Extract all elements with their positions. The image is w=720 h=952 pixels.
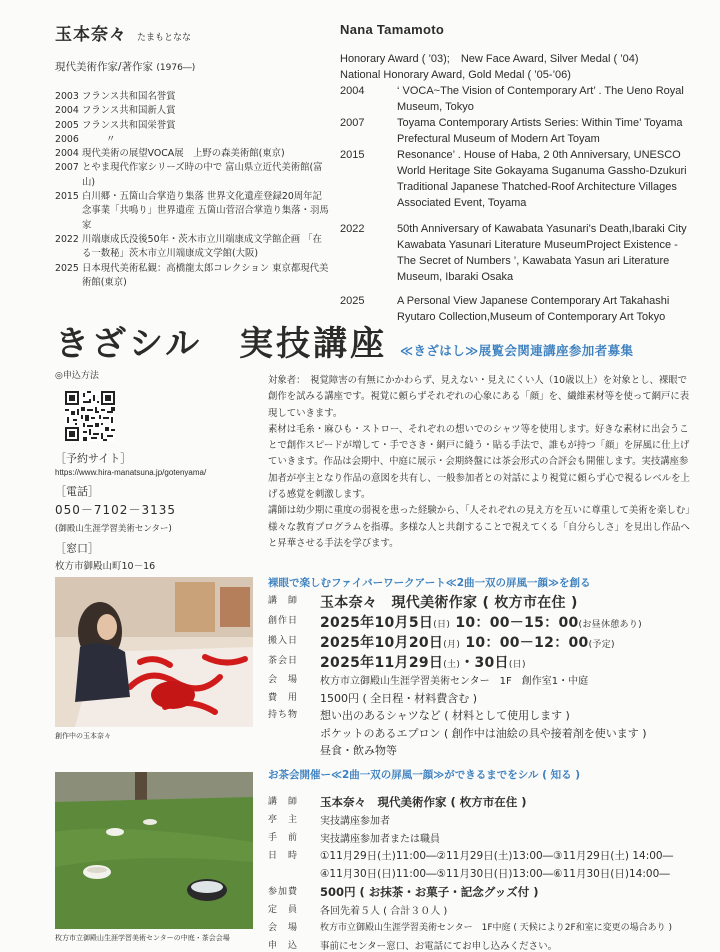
history-item [55,161,330,190]
history-item [340,147,690,211]
artist-at-work-photo [55,577,253,727]
detail-label [268,866,320,884]
server-value: 実技講座参加者または職員 [320,834,440,845]
history-year: 2007 [340,117,365,129]
venue-value: 枚方市立御殿山生涯学習美術センター 1F中庭 ( 天候により2F和室に変更の場合あり ) [320,923,673,933]
time: 10：00－12：00 [460,635,589,651]
date: 2025年10月5日 [320,615,434,631]
host-value: 実技講座参加者 [320,816,390,827]
history-year: 2025 [55,262,79,274]
history-year: 2004 [340,85,365,97]
detail-label: 会 場 [268,675,299,685]
artist-years: (1976―) [156,63,196,73]
date: 2025年11月29日 [320,655,444,671]
courtyard-photo [55,772,253,929]
history-text: とやま現代作家シリーズ時の中で 富山県立近代美術館(富山) [82,162,323,188]
history-item [340,115,690,147]
bio-english [340,22,690,325]
role-text: 現代美術作家/著作家 [55,61,154,73]
qr-code-icon[interactable] [65,391,115,441]
belongings-value: ポケットのあるエプロン ( 創作中は油絵の具や接着剤を使います ) [320,726,647,740]
history-text: フランス共和国新人賞 [82,105,176,117]
reservation-url-link[interactable]: https://www.hira-manatsuna.jp/gotenyama/ [55,468,207,477]
detail-label: 定 員 [268,905,299,915]
belongings-value: 昼食・飲み物等 [320,744,397,757]
history-list-jp [55,90,330,290]
address: 枚方市御殿山町10－16 [55,561,156,572]
counter-heading: ［窓口］ [55,542,99,555]
apply-method-label: ◎申込方法 [55,371,99,381]
section1-title: 裸眼で楽しむファイバーワークアート≪2曲一双の屏風一顔≫を創る [268,577,591,589]
history-year: 2004 [55,148,79,160]
fee-value: 1500円 ( 全日程・材料費含む ) [320,691,478,705]
web-heading: ［予約サイト］ [55,452,132,465]
section1-details [268,592,698,760]
detail-label [268,742,320,760]
tea-party-date-value [320,652,698,672]
venue-value: 枚方市立御殿山生涯学習美術センター 1F 創作室1・中庭 [320,676,589,687]
phone-note: (御殿山生涯学習美術センター) [55,524,172,534]
application-value: 事前にセンター窓口、お電話にてお申し込みください。 [320,941,558,952]
detail-label: 手 前 [268,833,299,843]
schedule-value: ④11月30日(日)11:00―⑤11月30日(日)13:00―⑥11月30日(日)14:00― [320,868,670,880]
award-line: National Honorary Award, Gold Medal ( ’05-’06) [340,69,571,81]
creation-date-value [320,612,698,632]
description-paragraph: 講師は幼少期に重度の弱視を患った経験から、「人それぞれの見え方を互いに尊重して美術を楽しむ」様々な教育プログラムを指導。多様な人と共創することで視えてくる「自分らしさ」を見出し作品へと昇華させる手法を学びます。 [268,505,690,549]
bio-japanese [55,20,330,290]
history-text: Toyama Contemporary Artists Series: Within Time’ Toyama Prefectural Museum of Modern Art Toyam [397,117,683,145]
detail-label: 亭 主 [268,815,299,825]
history-item [55,104,330,118]
history-item [340,83,690,115]
detail-label: 参加費 [268,887,299,897]
artist-name-row [55,20,330,45]
history-text: 50th Anniversary of Kawabata Yasunari's Death,Ibaraki City Kawabata Yasunari Literature MuseumProject Existence - The Secret of Numbers ’, Kawabata Yasun ari Literature Museum, Ibaraki Osaka [397,223,687,283]
history-text: 〃 [106,133,116,145]
weekday: (日) [433,620,451,630]
history-text: Resonance’ . House of Haba, 2 0th Anniversary, UNESCO World Heritage Site Gokayama Suganuma Gassho-Dzukuri Traditional Japanese Thatched-Roof Architecture Villages Associated Event, Toyama [397,149,687,209]
detail-label: 費 用 [268,692,299,703]
history-item [55,90,330,104]
history-item [55,190,330,233]
detail-label: 会 場 [268,923,299,933]
weekday: (月) [443,640,461,650]
history-item [340,221,690,285]
history-year: 2005 [55,119,79,131]
history-item [55,133,330,147]
course-description [268,373,693,552]
note: (日) [508,660,526,670]
weekday: (土) [443,660,461,670]
history-text: 現代美術の展望VOCA展 上野の森美術館(東京) [82,148,285,160]
detail-label: 申 込 [268,941,299,951]
detail-label: 日 時 [268,851,299,861]
detail-label: 持ち物 [268,710,299,720]
detail-label: 講 師 [268,797,299,807]
detail-label: 搬入日 [268,636,299,647]
artist-name-en: Nana Tamamoto [340,22,445,37]
artist-name-jp: 玉本奈々 [55,25,127,45]
contact-info [55,368,260,572]
history-year: 2022 [340,223,365,235]
history-item [55,262,330,291]
history-year: 2003 [55,91,79,102]
note: (予定) [588,640,615,650]
capacity-value: 各回先着５人 ( 合計３０人 ) [320,906,448,917]
photo-caption: 枚方市立御殿山生涯学習美術センターの中庭・茶会会場 [55,934,230,942]
time: ・30日 [460,655,509,671]
history-year: 2006 [55,133,79,145]
history-item [55,119,330,133]
awards-en [340,51,690,83]
time: 10：00－15：00 [450,615,579,631]
history-year: 2007 [55,162,79,174]
history-text: A Personal View Japanese Contemporary Art Takahashi Ryutaro Collection,Museum of Contemporary Art Tokyo [397,295,670,323]
photo-caption: 創作中の玉本奈々 [55,732,111,740]
award-line: Honorary Award ( ’03); New Face Award, Silver Medal ( ’04) [340,53,639,65]
detail-label [268,725,320,743]
history-year: 2004 [55,105,79,117]
history-year: 2015 [340,149,365,161]
description-paragraph: 対象者： 視覚障害の有無にかかわらず、見えない・見えにくい人（10歳以上）を対象とし、裸眼で創作を試みる講座です。視覚に頼らずそれぞれの心象にある「顔」を、繊維素材等を使って網戸に表現していきます。 [268,375,690,419]
instructor-value: 玉本奈々 現代美術作家 ( 枚方市在住 ) [320,595,578,611]
phone-heading: ［電話］ [55,485,99,498]
artist-role-jp [55,59,330,74]
detail-label: 創作日 [268,616,299,627]
section2-details [268,794,708,952]
history-list-en [340,83,690,325]
history-item [55,233,330,262]
page-subtitle: ≪きざはし≫展覧会関連講座参加者募集 [400,343,634,358]
date: 2025年10月20日 [320,635,444,651]
phone-number[interactable]: 050－7102－3135 [55,503,176,517]
history-text: 日本現代美術私観：高橋龍太郎コレクション 東京都現代美術館(東京) [82,262,329,288]
delivery-date-value [320,632,698,652]
history-item [55,147,330,161]
instructor-value: 玉本奈々 現代美術作家 ( 枚方市在住 ) [320,795,527,809]
page-title: きざシル 実技講座 [55,324,388,364]
fee-value: 500円 ( お抹茶・お菓子・記念グッズ付 ) [320,885,539,899]
history-text: 白川郷・五箇山合掌造り集落 世界文化遺産登録20周年記念事業「共鳴り」世界遺産 五箇山菅沼合掌造り集落・羽馬家 [82,191,329,231]
description-paragraph: 素材は毛糸・麻ひも・ストロー、それぞれの想いでのシャツ等を使用します。好きな素材に出会うことで創作スピードが増して・手でさき・網戸に縫う・貼る手法で、誰もが持つ「顔」を屏風に仕上げていきます。作品は会期中、中庭に展示・会期終盤には茶会形式の合評会も開催します。実技講座参加者が亭主となり作品の意図を共有し、一般参加者との対話により視覚に頼らず心で視るレベルを上げる感覚を刺激します。 [268,423,690,501]
history-text: フランス共和国名誉賞 [82,91,176,102]
detail-label: 茶会日 [268,656,299,667]
history-text: 川端康成氏没後50年・茨木市立川端康成文学館企画 「在る一数秘」茨木市立川端康成文学館(大阪) [82,233,322,260]
history-text: フランス共和国栄誉賞 [82,119,176,131]
history-year: 2015 [55,191,79,203]
history-year: 2022 [55,233,79,245]
artist-name-kana: たまもとなな [137,33,192,43]
schedule-value: ①11月29日(土)11:00―②11月29日(土)13:00―③11月29日(土) 14:00― [320,850,674,862]
note: (お昼休憩あり) [578,620,642,630]
section2-title: お茶会開催ー≪2曲一双の屏風一顔≫ができるまでをシル ( 知る ) [268,769,581,781]
detail-label: 講 師 [268,596,299,607]
history-text: ‘ VOCA~The Vision of Contemporary Art’ . The Ueno Royal Museum, Tokyo [397,85,684,113]
belongings-value: 想い出のあるシャツなど ( 材料として使用します ) [320,709,570,722]
history-item [340,293,690,325]
history-year: 2025 [340,295,365,307]
